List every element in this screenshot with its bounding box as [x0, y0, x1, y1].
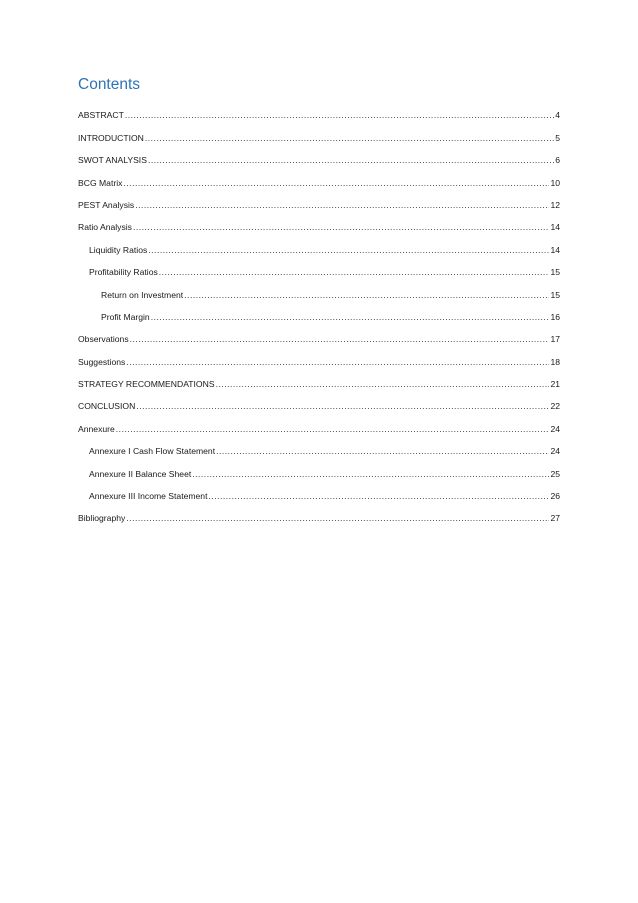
- toc-entry-page: 15: [550, 289, 560, 300]
- toc-entry-bcg-matrix[interactable]: [78, 166, 560, 188]
- toc-entry-abstract[interactable]: [78, 99, 560, 121]
- toc-entry-page: 5: [555, 132, 560, 143]
- toc-entry-profit-margin[interactable]: [78, 301, 560, 323]
- dot-leader: [126, 357, 549, 368]
- toc-entry-annexure-income-statement[interactable]: [78, 480, 560, 502]
- toc-entry-page: 26: [550, 491, 560, 502]
- toc-entry-label: Observations: [78, 334, 129, 345]
- toc-entry-label: Profit Margin: [101, 311, 150, 322]
- toc-entry-page: 24: [550, 423, 560, 434]
- toc-entry-label: Profitability Ratios: [89, 267, 158, 278]
- dot-leader: [216, 379, 550, 390]
- dot-leader: [130, 334, 550, 345]
- toc-entry-label: Liquidity Ratios: [89, 244, 148, 255]
- toc-entry-page: 25: [550, 468, 560, 479]
- toc-entry-label: SWOT ANALYSIS: [78, 155, 147, 166]
- toc-title: Contents: [78, 76, 141, 93]
- toc-entry-label: Return on Investment: [101, 289, 184, 300]
- toc-entry-page: 27: [550, 513, 560, 524]
- table-of-contents: [78, 99, 560, 524]
- dot-leader: [192, 469, 549, 480]
- toc-entry-page: 16: [550, 311, 560, 322]
- toc-entry-ratio-analysis[interactable]: [78, 211, 560, 233]
- toc-entry-page: 14: [550, 222, 560, 233]
- toc-entry-bibliography[interactable]: [78, 502, 560, 524]
- toc-entry-swot-analysis[interactable]: [78, 144, 560, 166]
- toc-entry-annexure-cash-flow[interactable]: [78, 435, 560, 457]
- toc-entry-page: 21: [550, 379, 560, 390]
- dot-leader: [126, 513, 549, 524]
- toc-entry-label: Annexure I Cash Flow Statement: [89, 446, 216, 457]
- toc-entry-page: 22: [550, 401, 560, 412]
- toc-entry-strategy-recommendations[interactable]: [78, 368, 560, 390]
- toc-entry-label: ABSTRACT: [78, 110, 124, 121]
- dot-leader: [135, 200, 549, 211]
- toc-entry-introduction[interactable]: [78, 121, 560, 143]
- toc-entry-page: 6: [555, 155, 560, 166]
- toc-entry-conclusion[interactable]: [78, 390, 560, 412]
- toc-entry-annexure-balance-sheet[interactable]: [78, 457, 560, 479]
- dot-leader: [123, 178, 549, 189]
- toc-entry-profitability-ratios[interactable]: [78, 256, 560, 278]
- dot-leader: [136, 401, 549, 412]
- toc-entry-page: 15: [550, 267, 560, 278]
- toc-entry-page: 18: [550, 356, 560, 367]
- dot-leader: [148, 155, 554, 166]
- toc-entry-label: STRATEGY RECOMMENDATIONS: [78, 379, 215, 390]
- toc-entry-liquidity-ratios[interactable]: [78, 233, 560, 255]
- dot-leader: [116, 424, 550, 435]
- dot-leader: [184, 290, 549, 301]
- dot-leader: [133, 222, 549, 233]
- dot-leader: [148, 245, 549, 256]
- toc-entry-label: BCG Matrix: [78, 177, 123, 188]
- toc-entry-pest-analysis[interactable]: [78, 189, 560, 211]
- toc-entry-page: 4: [555, 110, 560, 121]
- toc-entry-label: INTRODUCTION: [78, 132, 144, 143]
- dot-leader: [125, 110, 554, 121]
- toc-entry-page: 12: [550, 199, 560, 210]
- toc-entry-annexure[interactable]: [78, 412, 560, 434]
- toc-entry-page: 10: [550, 177, 560, 188]
- toc-entry-label: Bibliography: [78, 513, 126, 524]
- toc-entry-page: 24: [550, 446, 560, 457]
- toc-entry-label: Suggestions: [78, 356, 126, 367]
- toc-entry-label: Annexure III Income Statement: [89, 491, 208, 502]
- toc-entry-label: Annexure: [78, 423, 115, 434]
- toc-entry-label: Ratio Analysis: [78, 222, 132, 233]
- dot-leader: [145, 133, 554, 144]
- toc-entry-suggestions[interactable]: [78, 345, 560, 367]
- toc-entry-label: PEST Analysis: [78, 199, 135, 210]
- dot-leader: [159, 267, 550, 278]
- dot-leader: [208, 491, 549, 502]
- toc-entry-label: Annexure II Balance Sheet: [89, 468, 192, 479]
- toc-entry-label: CONCLUSION: [78, 401, 136, 412]
- toc-entry-page: 17: [550, 334, 560, 345]
- dot-leader: [151, 312, 550, 323]
- dot-leader: [216, 446, 549, 457]
- toc-entry-observations[interactable]: [78, 323, 560, 345]
- toc-entry-return-on-investment[interactable]: [78, 278, 560, 300]
- toc-entry-page: 14: [550, 244, 560, 255]
